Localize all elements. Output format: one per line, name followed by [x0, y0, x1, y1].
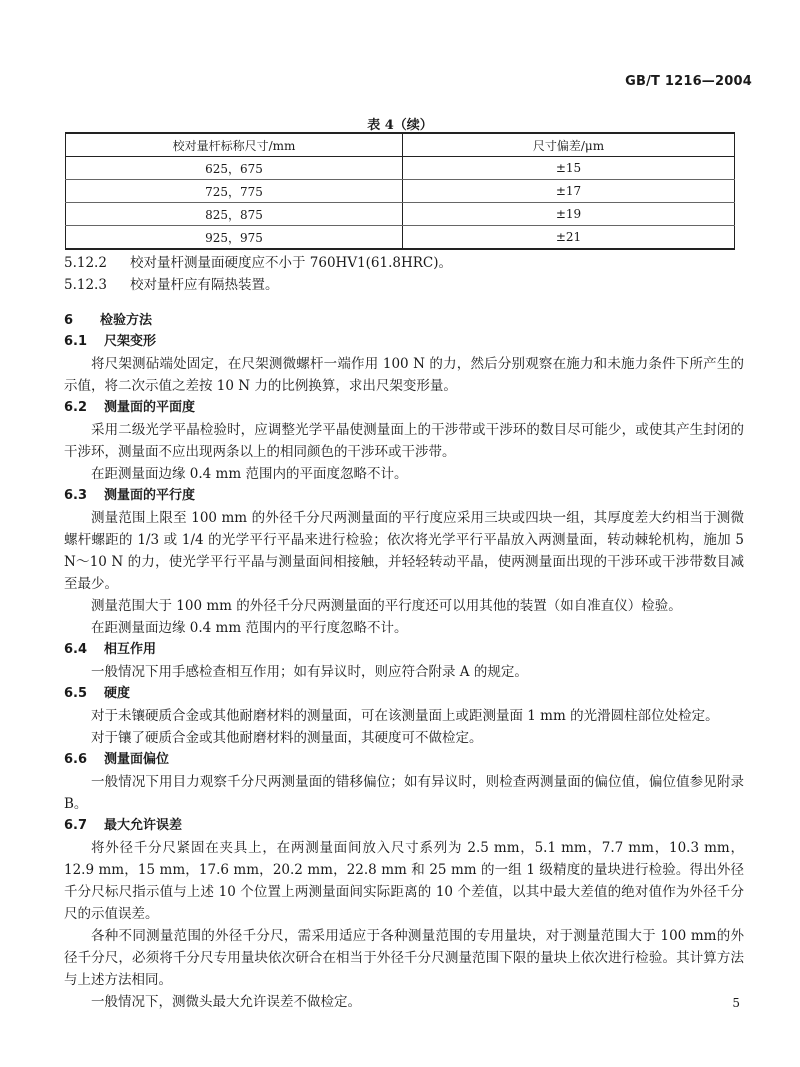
- section-number: 6: [64, 313, 74, 328]
- clause-number: 5.12.2: [64, 255, 107, 271]
- table-caption: 表 4（续）: [367, 118, 433, 133]
- subsection-6-4-heading: [64, 639, 744, 661]
- subsection-6-3-heading: [64, 485, 744, 507]
- subsection-number: 6.7: [64, 818, 88, 833]
- clause-number: 5.12.3: [64, 277, 107, 293]
- table-cell-deviation: ±19: [403, 203, 735, 226]
- section-6-heading: [64, 309, 744, 328]
- subsection-title: 最大允许误差: [104, 818, 183, 833]
- subsection-title: 尺架变形: [104, 334, 157, 349]
- paragraph: 对于镶了硬质合金或其他耐磨材料的测量面，其硬度可不做检定。: [91, 730, 483, 746]
- subsection-6-6-heading: [64, 749, 744, 771]
- paragraph: 测量范围大于 100 mm 的外径千分尺两测量面的平行度还可以用其他的装置（如自准直仪）检验。: [91, 598, 682, 614]
- subsection-title: 测量面的平行度: [104, 488, 196, 503]
- section-title: 检验方法: [100, 313, 153, 328]
- table-cell-size: 925，975: [66, 226, 403, 250]
- table-row: [66, 157, 735, 180]
- paragraph: 将外径千分尺紧固在夹具上，在两测量面间放入尺寸系列为 2.5 mm，5.1 mm，7.7 mm，10.3 mm，12.9 mm，15 mm，17.6 mm，20.2 mm，22.8 mm 和 25 mm 的一组 1 级精度的量块进行检验。得出外径千分尺标尺指示值与上述 10 个位置上两测量面间实际距离的 10 个差值，以其中最大差值的绝对值作为外径千分尺的示值误差。: [64, 840, 744, 922]
- table-row: [66, 203, 735, 226]
- paragraph: 对于未镶硬质合金或其他耐磨材料的测量面，可在该测量面上或距测量面 1 mm 的光滑圆柱部位处检定。: [91, 708, 719, 724]
- subsection-6-5-heading: [64, 683, 744, 705]
- subsection-number: 6.2: [64, 400, 88, 415]
- paragraph: 一般情况下用手感检查相互作用；如有异议时，则应符合附录 A 的规定。: [91, 664, 528, 680]
- subsection-number: 6.5: [64, 686, 88, 701]
- paragraph: 将尺架测砧端处固定，在尺架测微螺杆一端作用 100 N 的力，然后分别观察在施力和未施力条件下所产生的示值，将二次示值之差按 10 N 力的比例换算，求出尺架变形量。: [64, 356, 744, 394]
- subsection-title: 硬度: [104, 686, 131, 701]
- subsection-title: 相互作用: [104, 642, 157, 657]
- clause-text: 校对量杆测量面硬度应不小于 760HV1(61.8HRC)。: [130, 255, 453, 271]
- subsection-title: 测量面的平面度: [104, 400, 196, 415]
- clause-5-12-3: [64, 274, 744, 296]
- paragraph: 一般情况下用目力观察千分尺两测量面的错移偏位；如有异议时，则检查两测量面的偏位值，偏位值参见附录 B。: [64, 774, 744, 812]
- subsection-number: 6.3: [64, 488, 88, 503]
- subsection-6-7-heading: [64, 815, 744, 837]
- subsection-number: 6.4: [64, 642, 88, 657]
- subsection-title: 测量面偏位: [104, 752, 170, 767]
- paragraph: 各种不同测量范围的外径千分尺，需采用适应于各种测量范围的专用量块，对于测量范围大于 100 mm的外径千分尺，必须将千分尺专用量块依次研合在相当于外径千分尺测量范围下限的量块上依次进行检验。其计算方法与上述方法相同。: [64, 928, 744, 988]
- paragraph: 测量范围上限至 100 mm 的外径千分尺两测量面的平行度应采用三块或四块一组，其厚度差大约相当于测微螺杆螺距的 1/3 或 1/4 的光学平行平晶来进行检验；依次将光学平行平晶放入两测量面，转动棘轮机构，施加 5 N～10 N 的力，使光学平行平晶与测量面间相接触，并轻轻转动平晶，使两测量面出现的干涉环或干涉带数目减至最少。: [64, 510, 744, 592]
- paragraph: 在距测量面边缘 0.4 mm 范围内的平行度忽略不计。: [91, 620, 408, 636]
- subsection-6-1-heading: [64, 331, 744, 353]
- table-cell-deviation: ±15: [403, 157, 735, 180]
- column-header-nominal-size: 校对量杆标称尺寸/mm: [66, 133, 403, 157]
- standard-code: GB/T 1216—2004: [625, 74, 752, 89]
- tolerance-table: [65, 132, 735, 250]
- paragraph: 采用二级光学平晶检验时，应调整光学平晶使测量面上的干涉带或干涉环的数目尽可能少，或使其产生封闭的干涉环，测量面不应出现两条以上的相同颜色的干涉环或干涉带。: [64, 422, 744, 460]
- table-cell-deviation: ±21: [403, 226, 735, 250]
- subsection-number: 6.6: [64, 752, 88, 767]
- table-cell-deviation: ±17: [403, 180, 735, 203]
- clause-5-12-2: [64, 252, 744, 274]
- table-cell-size: 725，775: [66, 180, 403, 203]
- subsection-number: 6.1: [64, 334, 88, 349]
- paragraph: 一般情况下，测微头最大允许误差不做检定。: [91, 994, 361, 1010]
- column-header-deviation: 尺寸偏差/μm: [403, 133, 735, 157]
- document-body: [64, 252, 744, 1013]
- table-cell-size: 825，875: [66, 203, 403, 226]
- table-header-row: [66, 133, 735, 157]
- subsection-6-2-heading: [64, 397, 744, 419]
- clause-text: 校对量杆应有隔热装置。: [130, 277, 279, 293]
- paragraph: 在距测量面边缘 0.4 mm 范围内的平面度忽略不计。: [91, 466, 408, 482]
- table-cell-size: 625，675: [66, 157, 403, 180]
- table-row: [66, 226, 735, 250]
- table-row: [66, 180, 735, 203]
- page-number: 5: [732, 996, 740, 1010]
